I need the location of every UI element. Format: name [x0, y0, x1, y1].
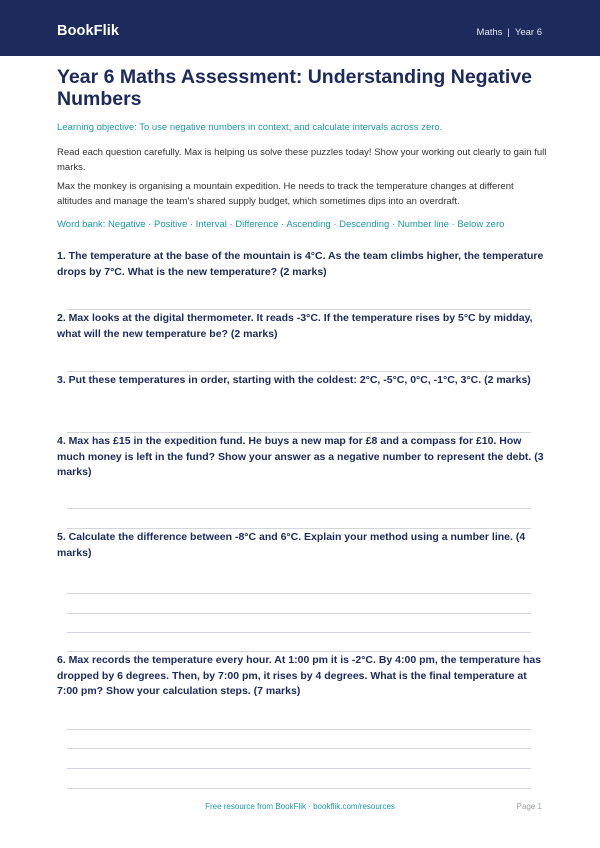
- answer-line[interactable]: [67, 371, 531, 372]
- question-2: 2. Max looks at the digital thermometer. It reads -3°C. If the temperature rises by 5°C by midday, what will the new temperature be? (2 marks): [57, 312, 533, 340]
- answer-line[interactable]: [67, 632, 531, 633]
- subject-label: Maths: [476, 27, 503, 38]
- page-title: Year 6 Maths Assessment: Understanding Negative Numbers: [57, 66, 533, 110]
- answer-line[interactable]: [67, 729, 531, 730]
- question-3: 3. Put these temperatures in order, starting with the coldest: 2°C, -5°C, 0°C, -1°C, 3°C. (2 marks): [57, 374, 531, 386]
- intro-scenario: Max the monkey is organising a mountain expedition. He needs to track the temperature changes at different altitudes and manage the team's shared supply budget, which sometimes dips into an overdraft.: [57, 181, 514, 207]
- answer-line[interactable]: [67, 651, 531, 652]
- question-6: 6. Max records the temperature every hour. At 1:00 pm it is -2°C. By 4:00 pm, the temperature has dropped by 6 degrees. Then, by 7:00 pm, it rises by 4 degrees. What is the final temperature at 7:00 pm? Show your calculation steps. (7 marks): [57, 654, 542, 697]
- answer-line[interactable]: [67, 613, 531, 614]
- meta-separator: |: [507, 27, 510, 38]
- answer-line[interactable]: [67, 528, 531, 529]
- footer-resource-link[interactable]: Free resource from BookFlik · bookflik.com/resources: [205, 802, 395, 811]
- question-1: 1. The temperature at the base of the mountain is 4°C. As the team climbs higher, the temperature drops by 7°C. What is the new temperature? (2 marks): [57, 250, 544, 278]
- subject-year-label: [477, 27, 542, 39]
- word-bank: Word bank: Negative · Positive · Interval · Difference · Ascending · Descending · Number line · Below zero: [57, 219, 505, 230]
- answer-line[interactable]: [67, 508, 531, 509]
- answer-line[interactable]: [67, 768, 531, 769]
- question-5: 5. Calculate the difference between -8°C and 6°C. Explain your method using a number line. (4 marks): [57, 531, 526, 559]
- answer-line[interactable]: [67, 788, 531, 789]
- year-label: Year 6: [514, 27, 542, 38]
- question-4: 4. Max has £15 in the expedition fund. He buys a new map for £8 and a compass for £10. How much money is left in the fund? Show your answer as a negative number to represent the debt. (3 marks): [57, 435, 544, 478]
- brand-logo[interactable]: BookFlik: [57, 23, 120, 39]
- intro-instructions: Read each question carefully. Max is helping us solve these puzzles today! Show your working out clearly to gain full marks.: [57, 147, 547, 173]
- answer-line[interactable]: [67, 309, 531, 310]
- learning-objective: Learning objective: To use negative numbers in context, and calculate intervals across zero.: [57, 122, 443, 133]
- page-header: [0, 0, 600, 56]
- answer-line[interactable]: [67, 593, 531, 594]
- page-number: Page 1: [516, 802, 542, 811]
- answer-line[interactable]: [67, 748, 531, 749]
- answer-line[interactable]: [67, 432, 531, 433]
